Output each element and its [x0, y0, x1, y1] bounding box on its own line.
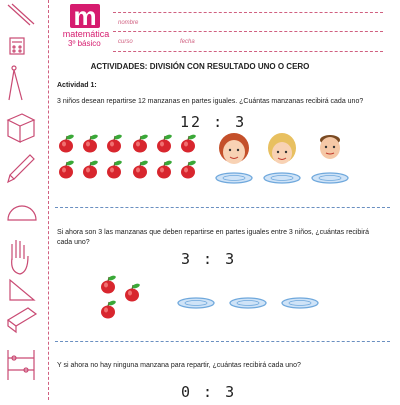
triangle-icon [10, 280, 34, 300]
cube-icon [8, 114, 34, 142]
equation-1: 12 : 3 [180, 113, 247, 131]
compass-icon [9, 66, 22, 100]
equation-3: 0 : 3 [181, 383, 237, 401]
plate-group-1 [216, 173, 348, 183]
apple-group-3 [101, 275, 140, 319]
brand-word: matemática [62, 29, 110, 39]
section-divider-2 [55, 341, 390, 342]
eraser-icon [8, 308, 36, 332]
equation-2: 3 : 3 [181, 250, 237, 268]
margin-divider [48, 0, 50, 400]
sidebar-decoration [0, 0, 45, 400]
abacus-icon [8, 350, 34, 380]
course-field-label: curso [118, 39, 133, 45]
question-1: 3 niños desean repartirse 12 manzanas en partes iguales. ¿Cuántas manzanas recibirá cada uno? [57, 98, 364, 105]
plate-group-2 [178, 298, 318, 308]
calculator-icon [10, 38, 24, 54]
question-3: Y si ahora no hay ninguna manzana para repartir, ¿cuántas recibirá cada uno? [57, 362, 301, 369]
child-boy [320, 135, 340, 159]
activity-heading: Actividad 1: [57, 82, 97, 89]
grade-label: 3º básico [68, 39, 101, 48]
brand-logo: m [70, 4, 100, 28]
pencil-icon [8, 155, 34, 182]
illustration-1 [50, 126, 390, 196]
section-divider-1 [55, 207, 390, 208]
name-field-label: nombre [118, 20, 139, 26]
school-icons [0, 0, 45, 400]
header-form [113, 12, 383, 52]
form-divider [113, 31, 383, 32]
illustration-2 [50, 265, 390, 325]
page-title: ACTIVIDADES: DIVISIÓN CON RESULTADO UNO O CERO [90, 62, 310, 71]
hand-icon [12, 240, 28, 274]
date-field-label: fecha [180, 39, 195, 45]
apple-group-12 [59, 134, 196, 179]
child-girl-1 [219, 133, 249, 164]
protractor-icon [8, 206, 36, 220]
ruler-icon [8, 4, 34, 25]
question-2: Si ahora son 3 las manzanas que deben repartirse en partes iguales entre 3 niños, ¿cuántas recibirá cada uno? [57, 229, 370, 246]
child-girl-2 [268, 133, 296, 164]
